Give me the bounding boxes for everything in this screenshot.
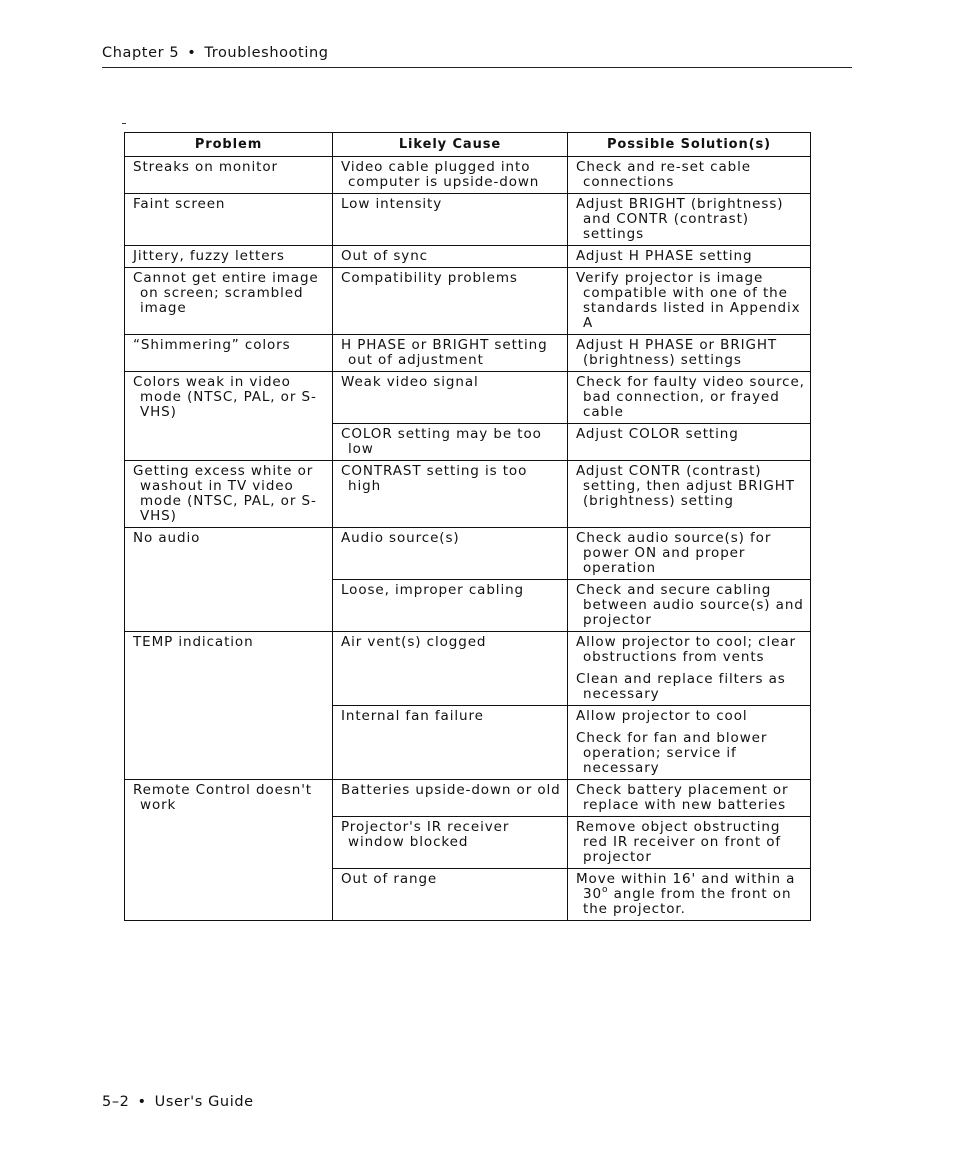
cause-cell — [333, 528, 568, 580]
solution-text: Adjust H PHASE or BRIGHT (brightness) settings — [576, 337, 778, 368]
page-number: 5–2 — [102, 1094, 130, 1110]
column-header-cause: Likely Cause — [333, 133, 568, 157]
solution-text: Verify projector is image compatible with one of the standards listed in Appendix A — [576, 270, 801, 331]
solution-text — [576, 872, 806, 917]
solution-text: Clean and replace filters as necessary — [576, 671, 786, 702]
solution-cell — [568, 817, 811, 869]
cause-text: Loose, improper cabling — [341, 582, 525, 598]
solution-cell — [568, 372, 811, 424]
table-row — [125, 528, 811, 580]
solution-text: Adjust H PHASE setting — [576, 248, 753, 264]
problem-text: No audio — [133, 530, 201, 546]
solution-cell — [568, 780, 811, 817]
cause-cell — [333, 157, 568, 194]
header-bullet: • — [187, 45, 197, 61]
solution-cell — [568, 194, 811, 246]
problem-text: Remote Control doesn't work — [133, 782, 312, 813]
troubleshooting-table — [124, 132, 811, 921]
cause-cell — [333, 869, 568, 921]
solution-cell — [568, 268, 811, 335]
guide-title: User's Guide — [154, 1094, 254, 1110]
column-header-solution: Possible Solution(s) — [568, 133, 811, 157]
problem-cell — [125, 268, 333, 335]
cause-text: Weak video signal — [341, 374, 479, 390]
solution-cell — [568, 528, 811, 580]
solution-text: Check for faulty video source, bad connection, or frayed cable — [576, 374, 805, 420]
problem-cell — [125, 372, 333, 461]
solution-cell — [568, 424, 811, 461]
solution-cell — [568, 157, 811, 194]
cause-text: Air vent(s) clogged — [341, 634, 487, 650]
solution-text: Check and secure cabling between audio source(s) and projector — [576, 582, 804, 628]
problem-text: Streaks on monitor — [133, 159, 278, 175]
cause-text: Video cable plugged into computer is upside-down — [341, 159, 540, 190]
table-row — [125, 268, 811, 335]
solution-text: Remove object obstructing red IR receiver on front of projector — [576, 819, 782, 865]
cause-cell — [333, 706, 568, 780]
problem-text: Jittery, fuzzy letters — [133, 248, 285, 264]
cause-cell — [333, 424, 568, 461]
page-footer — [102, 1094, 254, 1110]
stray-mark — [122, 123, 126, 124]
degree-symbol: o — [601, 885, 609, 895]
solution-text: Adjust BRIGHT (brightness) and CONTR (contrast) settings — [576, 196, 784, 242]
cause-text: H PHASE or BRIGHT setting out of adjustment — [341, 337, 548, 368]
problem-text: Getting excess white or washout in TV video mode (NTSC, PAL, or S-VHS) — [133, 463, 317, 524]
solution-text: Check for fan and blower operation; service if necessary — [576, 730, 768, 776]
problem-text: Colors weak in video mode (NTSC, PAL, or S-VHS) — [133, 374, 317, 420]
problem-cell — [125, 461, 333, 528]
table-row — [125, 335, 811, 372]
page-header — [102, 45, 852, 68]
solution-text: Check and re-set cable connections — [576, 159, 751, 190]
cause-cell — [333, 268, 568, 335]
cause-text: Compatibility problems — [341, 270, 518, 286]
cause-text: Audio source(s) — [341, 530, 460, 546]
problem-cell — [125, 780, 333, 921]
problem-cell — [125, 246, 333, 268]
cause-text: Out of sync — [341, 248, 428, 264]
chapter-label: Chapter 5 — [102, 45, 180, 61]
cause-text: COLOR setting may be too low — [341, 426, 542, 457]
problem-text: TEMP indication — [133, 634, 254, 650]
cause-text: Out of range — [341, 871, 438, 887]
solution-text: Adjust COLOR setting — [576, 426, 739, 442]
table-row — [125, 157, 811, 194]
solution-cell — [568, 706, 811, 780]
solution-text: Check audio source(s) for power ON and proper operation — [576, 530, 772, 576]
cause-cell — [333, 817, 568, 869]
solution-cell — [568, 869, 811, 921]
cause-cell — [333, 194, 568, 246]
problem-cell — [125, 528, 333, 632]
cause-cell — [333, 780, 568, 817]
cause-cell — [333, 580, 568, 632]
problem-cell — [125, 157, 333, 194]
table-row — [125, 632, 811, 706]
solution-text: Allow projector to cool; clear obstructions from vents — [576, 634, 796, 665]
solution-text-part: Move within 16' and within a 30 — [576, 871, 796, 902]
cause-cell — [333, 335, 568, 372]
table-row — [125, 461, 811, 528]
cause-cell — [333, 461, 568, 528]
cause-cell — [333, 372, 568, 424]
solution-text: Check battery placement or replace with new batteries — [576, 782, 789, 813]
problem-text: “Shimmering” colors — [133, 337, 291, 353]
table-row — [125, 780, 811, 817]
cause-text: CONTRAST setting is too high — [341, 463, 528, 494]
problem-cell — [125, 335, 333, 372]
cause-text: Batteries upside-down or old — [341, 782, 561, 798]
column-header-problem: Problem — [125, 133, 333, 157]
chapter-title: Troubleshooting — [204, 45, 329, 61]
solution-cell — [568, 580, 811, 632]
solution-text: Adjust CONTR (contrast) setting, then adjust BRIGHT (brightness) setting — [576, 463, 795, 509]
problem-cell — [125, 194, 333, 246]
solution-text-part: angle from the front on the projector. — [583, 886, 792, 917]
cause-text: Projector's IR receiver window blocked — [341, 819, 510, 850]
footer-bullet: • — [137, 1094, 147, 1110]
table-row — [125, 372, 811, 424]
problem-text: Cannot get entire image on screen; scrambled image — [133, 270, 319, 316]
cause-cell — [333, 246, 568, 268]
table-row — [125, 246, 811, 268]
table-header-row — [125, 133, 811, 157]
table-row — [125, 194, 811, 246]
solution-cell — [568, 246, 811, 268]
problem-text: Faint screen — [133, 196, 226, 212]
solution-text: Allow projector to cool — [576, 708, 748, 724]
problem-cell — [125, 632, 333, 780]
cause-text: Internal fan failure — [341, 708, 484, 724]
cause-cell — [333, 632, 568, 706]
solution-cell — [568, 461, 811, 528]
solution-cell — [568, 335, 811, 372]
solution-cell — [568, 632, 811, 706]
cause-text: Low intensity — [341, 196, 443, 212]
